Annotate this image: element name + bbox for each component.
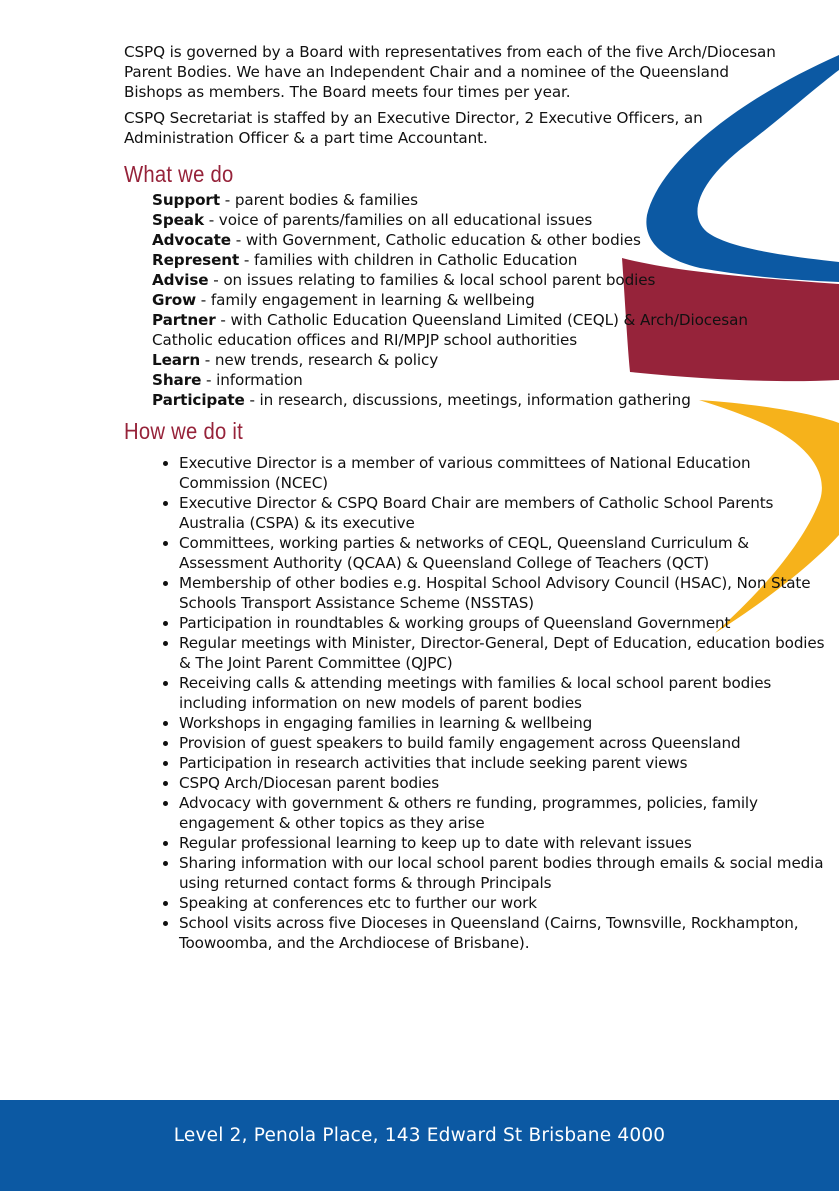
what-item xyxy=(152,290,784,310)
what-item-desc: - families with children in Catholic Education xyxy=(239,251,578,269)
what-item-desc: - on issues relating to families & local school parent bodies xyxy=(208,271,656,289)
what-item-term: Advise xyxy=(152,271,209,289)
what-we-do-list xyxy=(152,190,784,410)
how-item: • Committees, working parties & networks of CEQL, Queensland Curriculum & Assessment Authority (QCAA) & Queensland College of Teachers (QCT) xyxy=(179,533,829,573)
what-item-desc: - with Government, Catholic education & other bodies xyxy=(230,231,641,249)
how-item: • Provision of guest speakers to build family engagement across Queensland xyxy=(179,733,829,753)
what-item-term: Speak xyxy=(152,211,204,229)
how-item: • Receiving calls & attending meetings with families & local school parent bodies including information on new models of parent bodies xyxy=(179,673,829,713)
what-item-desc: - parent bodies & families xyxy=(219,191,418,209)
what-item xyxy=(152,310,784,350)
what-item-desc: - new trends, research & policy xyxy=(200,351,439,369)
what-item-desc: - family engagement in learning & wellbeing xyxy=(196,291,535,309)
what-item xyxy=(152,270,784,290)
what-item xyxy=(152,230,784,250)
what-item xyxy=(152,390,784,410)
how-item: • Membership of other bodies e.g. Hospital School Advisory Council (HSAC), Non State Schools Transport Assistance Scheme (NSSTAS) xyxy=(179,573,829,613)
intro-section xyxy=(124,42,784,148)
what-item-term: Partner xyxy=(152,311,216,329)
how-item: • Participation in roundtables & working groups of Queensland Government xyxy=(179,613,829,633)
what-we-do-heading: What we do xyxy=(124,161,234,187)
footer-address: Level 2, Penola Place, 143 Edward St Brisbane 4000 xyxy=(173,1125,666,1146)
intro-paragraph-board: CSPQ is governed by a Board with representatives from each of the five Arch/Diocesan Parent Bodies. We have an Independent Chair and a nominee of the Queensland Bishops as members. The Board meets four times per year. xyxy=(124,43,776,101)
how-item: • Participation in research activities that include seeking parent views xyxy=(179,753,829,773)
how-item: • Sharing information with our local school parent bodies through emails & social media using returned contact forms & through Principals xyxy=(179,853,829,893)
how-item: • Speaking at conferences etc to further our work xyxy=(179,893,829,913)
what-item-term: Support xyxy=(152,191,220,209)
how-we-do-it-list xyxy=(124,453,829,953)
what-item xyxy=(152,350,784,370)
how-item: • Executive Director & CSPQ Board Chair are members of Catholic School Parents Australia (CSPA) & its executive xyxy=(179,493,829,533)
what-item xyxy=(152,250,784,270)
how-item: • Advocacy with government & others re funding, programmes, policies, family engagement & other topics as they arise xyxy=(179,793,829,833)
what-item-term: Learn xyxy=(152,351,201,369)
footer-bar xyxy=(0,1100,839,1191)
what-item-term: Represent xyxy=(152,251,240,269)
what-item-term: Participate xyxy=(152,391,245,409)
main-content xyxy=(124,42,825,953)
what-item-desc: - with Catholic Education Queensland Limited (CEQL) & Arch/Diocesan Catholic education offices and RI/MPJP school authorities xyxy=(152,311,748,349)
what-item xyxy=(152,210,784,230)
what-item xyxy=(152,370,784,390)
what-item-desc: - information xyxy=(201,371,303,389)
how-item: • CSPQ Arch/Diocesan parent bodies xyxy=(179,773,829,793)
what-item-term: Advocate xyxy=(152,231,231,249)
intro-paragraph-secretariat: CSPQ Secretariat is staffed by an Executive Director, 2 Executive Officers, an Administration Officer & a part time Accountant. xyxy=(124,109,703,147)
how-we-do-it-heading: How we do it xyxy=(124,418,244,444)
how-item: • Regular professional learning to keep up to date with relevant issues xyxy=(179,833,829,853)
how-item: • Regular meetings with Minister, Director-General, Dept of Education, education bodies & The Joint Parent Committee (QJPC) xyxy=(179,633,829,673)
what-item xyxy=(152,190,784,210)
what-item-term: Grow xyxy=(152,291,197,309)
how-item: • Executive Director is a member of various committees of National Education Commission (NCEC) xyxy=(179,453,829,493)
what-item-term: Share xyxy=(152,371,202,389)
what-item-desc: - in research, discussions, meetings, information gathering xyxy=(244,391,691,409)
what-item-desc: - voice of parents/families on all educational issues xyxy=(203,211,593,229)
how-item: • Workshops in engaging families in learning & wellbeing xyxy=(179,713,829,733)
how-item: • School visits across five Dioceses in Queensland (Cairns, Townsville, Rockhampton, Toowoomba, and the Archdiocese of Brisbane). xyxy=(179,913,829,953)
